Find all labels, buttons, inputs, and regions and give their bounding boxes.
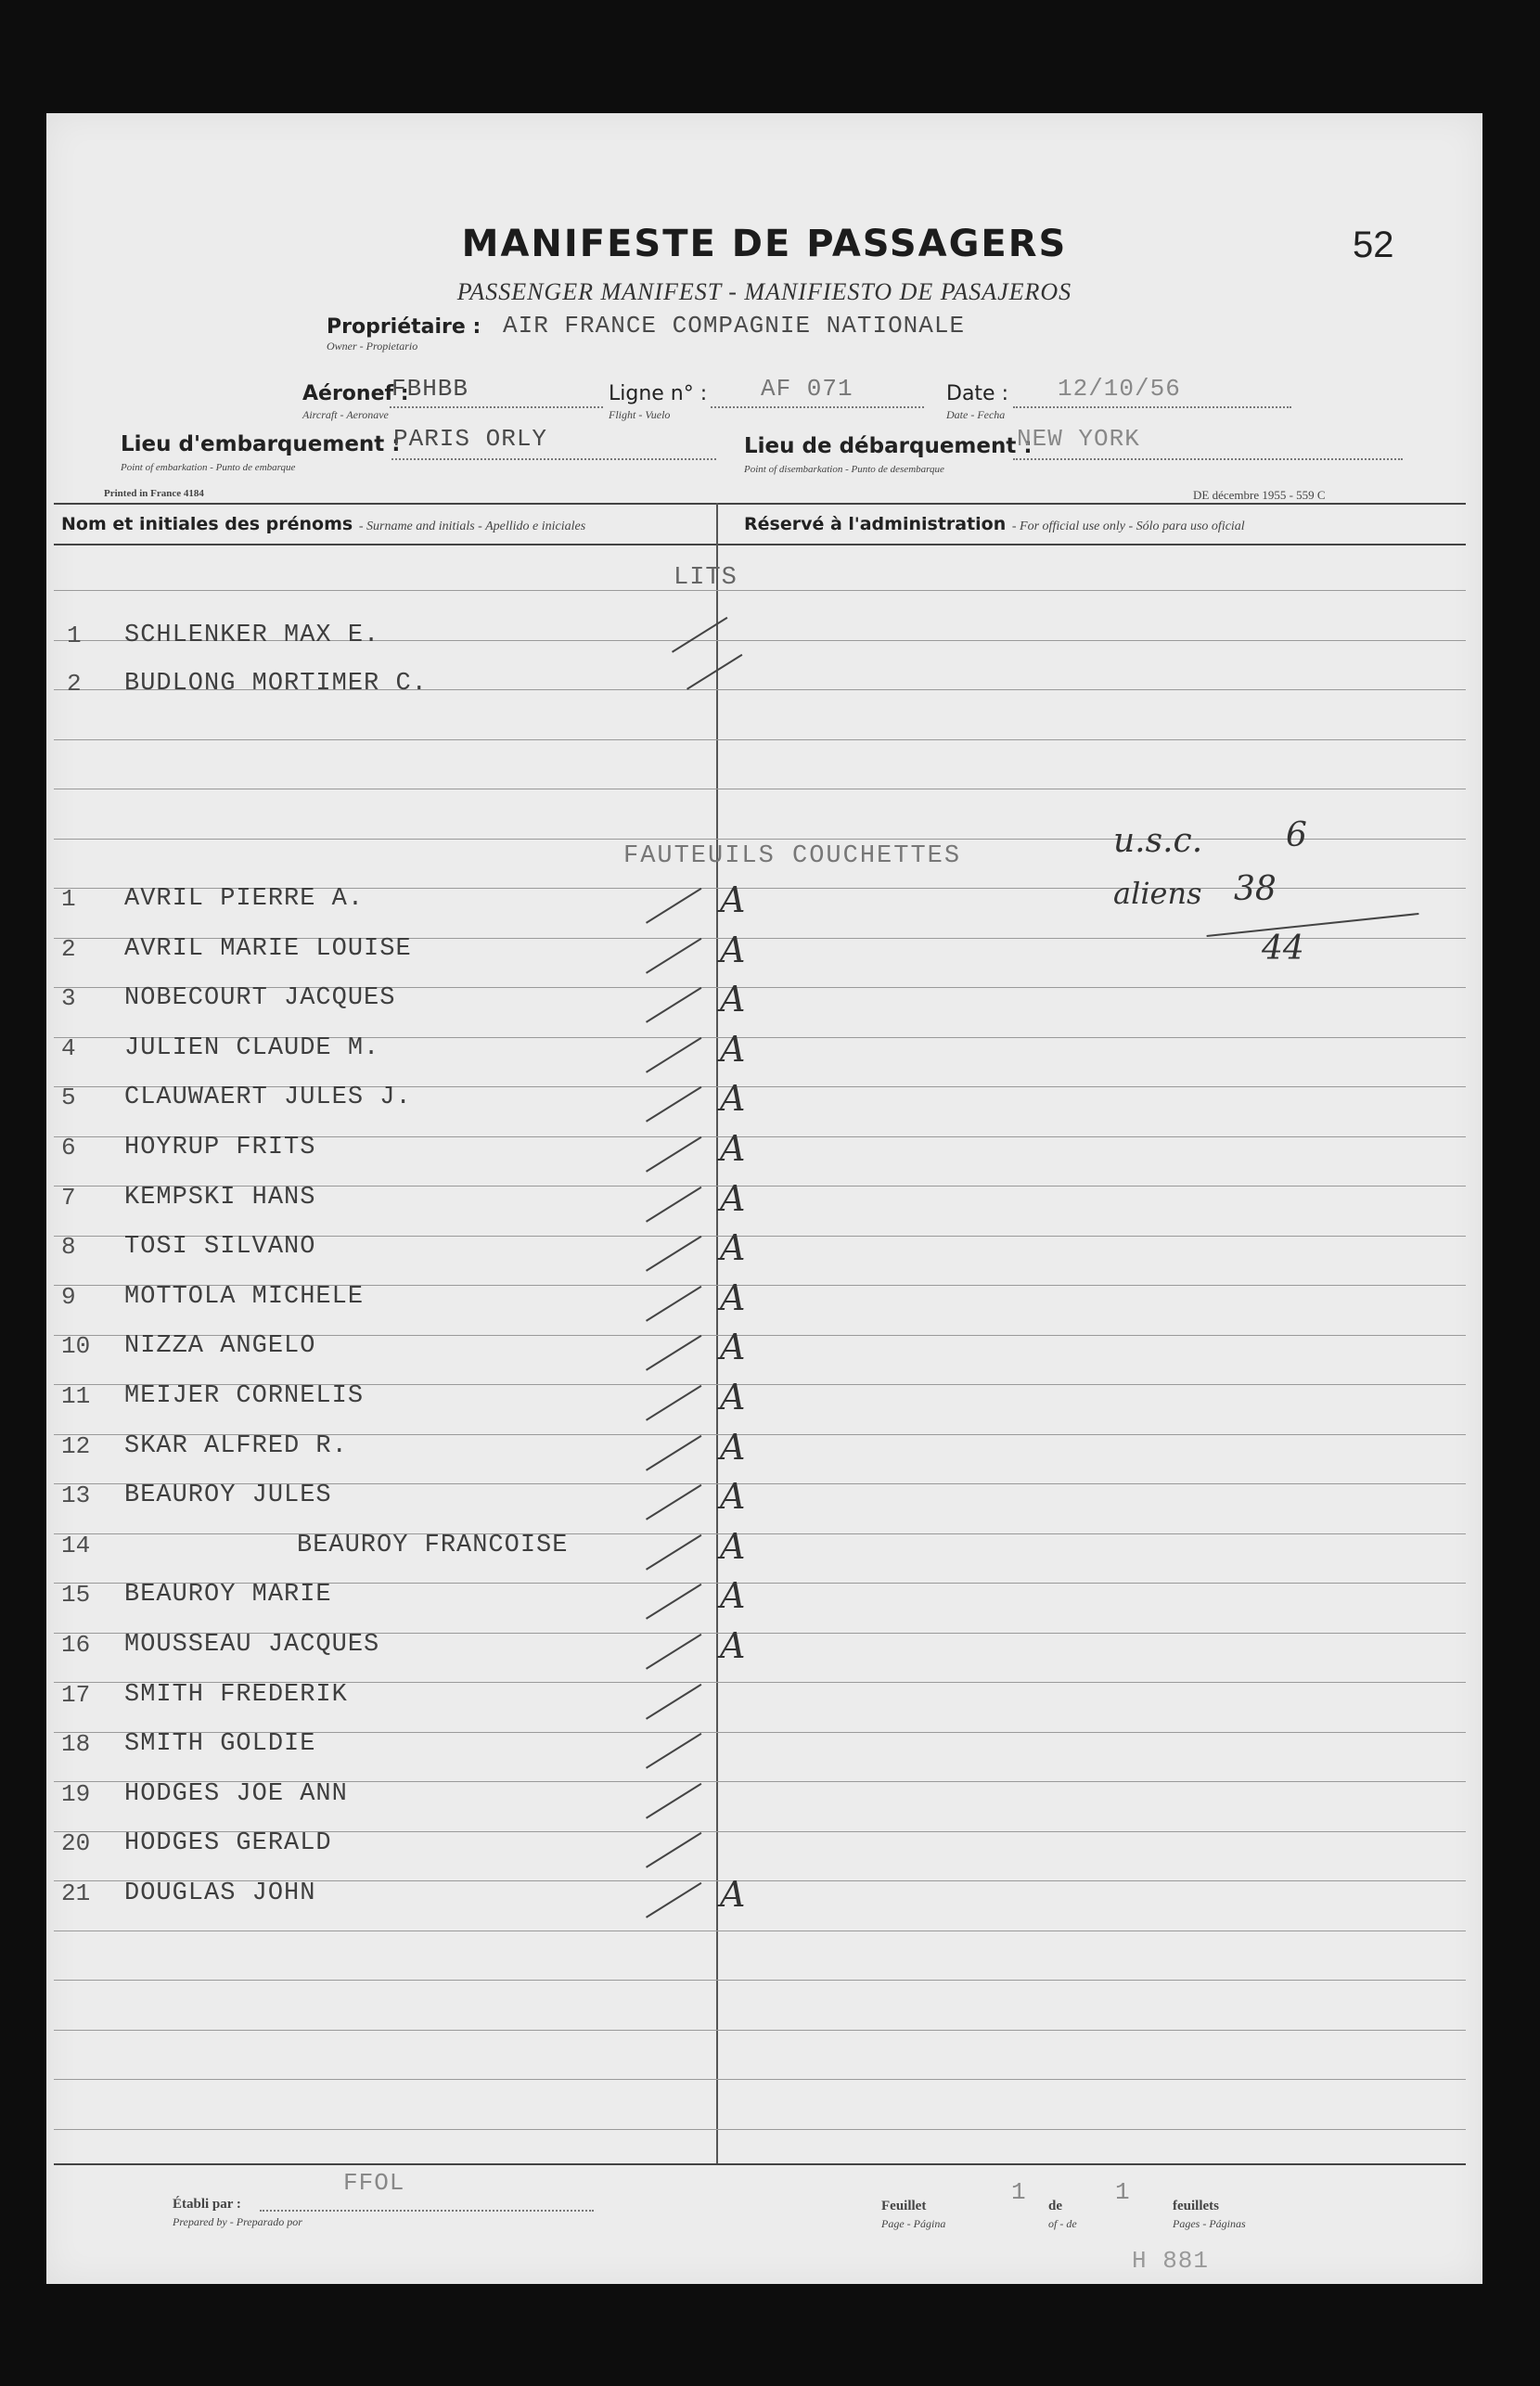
ruling-line xyxy=(54,839,1466,840)
passenger-name: MOTTOLA MICHELE xyxy=(124,1283,365,1311)
passenger-name: NIZZA ANGELO xyxy=(124,1332,316,1360)
flight-label: Ligne n° : xyxy=(609,382,708,405)
flight-value: AF 071 xyxy=(761,375,853,403)
tally-aliens-label: aliens xyxy=(1113,876,1202,911)
passenger-name: JULIEN CLAUDE M. xyxy=(124,1034,380,1062)
check-mark xyxy=(646,1435,701,1471)
passenger-name: AVRIL MARIE LOUISE xyxy=(124,935,412,963)
admin-mark: A xyxy=(720,1526,746,1567)
disembark-label: Lieu de débarquement : xyxy=(744,434,1033,458)
ruling-line xyxy=(54,590,1466,591)
flight-sub: Flight - Vuelo xyxy=(609,408,671,421)
check-mark xyxy=(646,1534,701,1571)
tally-rule xyxy=(1207,913,1419,937)
passenger-name: HOYRUP FRITS xyxy=(124,1134,316,1161)
row-number: 17 xyxy=(61,1681,91,1709)
owner-value: AIR FRANCE COMPAGNIE NATIONALE xyxy=(503,312,966,340)
passenger-name: BEAUROY JULES xyxy=(124,1482,332,1509)
embark-value: PARIS ORLY xyxy=(393,425,548,453)
check-mark xyxy=(646,1086,701,1122)
admin-mark: A xyxy=(720,1575,746,1616)
sheets-label: feuillets xyxy=(1173,2199,1219,2213)
check-mark xyxy=(646,1286,701,1322)
passenger-name: SCHLENKER MAX E. xyxy=(124,622,380,649)
row-number: 21 xyxy=(61,1879,91,1907)
passenger-name: HODGES JOE ANN xyxy=(124,1780,348,1808)
ruling-line xyxy=(54,1533,1466,1534)
admin-mark: A xyxy=(720,930,746,970)
check-mark xyxy=(646,888,701,924)
check-mark xyxy=(646,987,701,1023)
passenger-name: DOUGLAS JOHN xyxy=(124,1879,316,1907)
disembark-sub: Point of disembarkation - Punto de desembarque xyxy=(744,464,944,475)
ruling-line xyxy=(54,1980,1466,1981)
archive-stamp: H 881 xyxy=(1132,2247,1210,2275)
decree-note: DE décembre 1955 - 559 C xyxy=(1193,488,1326,502)
date-value: 12/10/56 xyxy=(1058,375,1181,403)
ruling-line xyxy=(54,739,1466,740)
manifest-subtitle: PASSENGER MANIFEST - MANIFIESTO DE PASAJEROS xyxy=(456,278,1072,305)
row-number: 14 xyxy=(61,1532,91,1559)
passenger-name: SMITH GOLDIE xyxy=(124,1730,316,1758)
ruling-line xyxy=(54,2079,1466,2080)
row-number: 18 xyxy=(61,1730,91,1758)
column-header-names: Nom et initiales des prénoms - Surname and initials - Apellido e iniciales xyxy=(61,514,586,534)
ruling-line xyxy=(54,2129,1466,2130)
row-number: 6 xyxy=(61,1134,76,1161)
row-number: 13 xyxy=(61,1482,91,1509)
admin-mark: A xyxy=(720,1874,746,1915)
check-mark xyxy=(646,1684,701,1720)
row-number: 5 xyxy=(61,1084,76,1111)
embark-sub: Point of embarkation - Punto de embarque xyxy=(121,462,296,473)
tally-aliens-value: 38 xyxy=(1234,870,1277,908)
check-mark xyxy=(646,1136,701,1173)
admin-mark: A xyxy=(720,1029,746,1070)
check-mark xyxy=(646,1385,701,1421)
tally-usc-value: 6 xyxy=(1286,816,1307,854)
check-mark xyxy=(646,1484,701,1520)
owner-sub: Owner - Propietario xyxy=(327,340,418,353)
passenger-name: MEIJER CORNELIS xyxy=(124,1382,365,1410)
admin-mark: A xyxy=(720,1476,746,1517)
admin-mark: A xyxy=(720,1178,746,1219)
manifest-title: MANIFESTE DE PASSAGERS xyxy=(461,223,1068,265)
admin-mark: A xyxy=(720,1427,746,1468)
check-mark xyxy=(646,1584,701,1620)
row-number: 12 xyxy=(61,1432,91,1460)
aircraft-label: Aéronef : xyxy=(302,382,409,405)
passenger-name: CLAUWAERT JULES J. xyxy=(124,1084,412,1111)
passenger-name: HODGES GERALD xyxy=(124,1829,332,1857)
sheets-sub: Pages - Páginas xyxy=(1173,2217,1246,2230)
of-value: 1 xyxy=(1115,2178,1131,2206)
check-mark xyxy=(646,1634,701,1670)
admin-mark: A xyxy=(720,979,746,1020)
check-mark xyxy=(646,1733,701,1769)
page-value: 1 xyxy=(1011,2178,1027,2206)
of-label: de xyxy=(1048,2199,1062,2213)
page-number: 52 xyxy=(1353,224,1394,265)
section-lits: LITS xyxy=(674,564,738,592)
row-number: 8 xyxy=(61,1233,76,1261)
check-mark xyxy=(646,1783,701,1819)
page-sub: Page - Página xyxy=(881,2217,946,2230)
check-mark xyxy=(646,1832,701,1868)
passenger-name: SMITH FREDERIK xyxy=(124,1681,348,1709)
row-number: 20 xyxy=(61,1829,91,1857)
column-header-admin: Réservé à l'administration - For official use only - Sólo para uso oficial xyxy=(744,514,1245,534)
passenger-name: TOSI SILVANO xyxy=(124,1233,316,1261)
passenger-name: SKAR ALFRED R. xyxy=(124,1432,348,1460)
owner-label: Propriétaire : xyxy=(327,315,481,339)
passenger-name: BUDLONG MORTIMER C. xyxy=(124,670,428,698)
check-mark xyxy=(646,938,701,974)
prepared-sub: Prepared by - Preparado por xyxy=(173,2215,302,2228)
page-label: Feuillet xyxy=(881,2199,927,2213)
passenger-name: MOUSSEAU JACQUES xyxy=(124,1631,380,1659)
row-number: 19 xyxy=(61,1780,91,1808)
ruling-line xyxy=(54,2030,1466,2031)
row-number: 9 xyxy=(61,1283,76,1311)
date-label: Date : xyxy=(946,382,1008,405)
passenger-name: KEMPSKI HANS xyxy=(124,1184,316,1212)
passenger-name: BEAUROY FRANCOISE xyxy=(297,1532,569,1559)
row-number: 2 xyxy=(67,670,82,698)
aircraft-sub: Aircraft - Aeronave xyxy=(302,408,389,421)
admin-mark: A xyxy=(720,1078,746,1119)
admin-mark: A xyxy=(720,1277,746,1318)
row-number: 11 xyxy=(61,1382,91,1410)
row-number: 1 xyxy=(61,885,76,913)
printed-note: Printed in France 4184 xyxy=(104,488,204,499)
row-number: 10 xyxy=(61,1332,91,1360)
check-mark xyxy=(646,1335,701,1371)
check-mark xyxy=(646,1882,701,1918)
row-number: 7 xyxy=(61,1184,76,1212)
tally-usc-label: u.s.c. xyxy=(1113,822,1203,860)
date-sub: Date - Fecha xyxy=(946,408,1006,421)
check-mark xyxy=(646,1236,701,1272)
check-mark xyxy=(646,1187,701,1223)
row-number: 2 xyxy=(61,935,76,963)
passenger-name: BEAUROY MARIE xyxy=(124,1581,332,1609)
prepared-value: FFOL xyxy=(343,2169,405,2197)
admin-mark: A xyxy=(720,1227,746,1268)
row-number: 3 xyxy=(61,984,76,1012)
check-mark xyxy=(646,1037,701,1073)
section-fauteuils: FAUTEUILS COUCHETTES xyxy=(623,842,962,870)
admin-mark: A xyxy=(720,1128,746,1169)
passenger-name: NOBECOURT JACQUES xyxy=(124,984,396,1012)
admin-mark: A xyxy=(720,1377,746,1417)
admin-mark: A xyxy=(720,1625,746,1666)
embark-label: Lieu d'embarquement : xyxy=(121,432,401,456)
of-sub: of - de xyxy=(1048,2217,1077,2230)
admin-mark: A xyxy=(720,879,746,920)
row-number: 15 xyxy=(61,1581,91,1609)
row-number: 4 xyxy=(61,1034,76,1062)
admin-mark: A xyxy=(720,1327,746,1367)
row-number: 16 xyxy=(61,1631,91,1659)
row-number: 1 xyxy=(67,622,82,649)
manifest-sheet xyxy=(46,113,1482,2284)
prepared-label: Établi par : xyxy=(173,2197,241,2212)
passenger-name: AVRIL PIERRE A. xyxy=(124,885,365,913)
tally-total: 44 xyxy=(1262,930,1304,968)
aircraft-value: FBHBB xyxy=(391,375,469,403)
disembark-value: NEW YORK xyxy=(1017,425,1140,453)
